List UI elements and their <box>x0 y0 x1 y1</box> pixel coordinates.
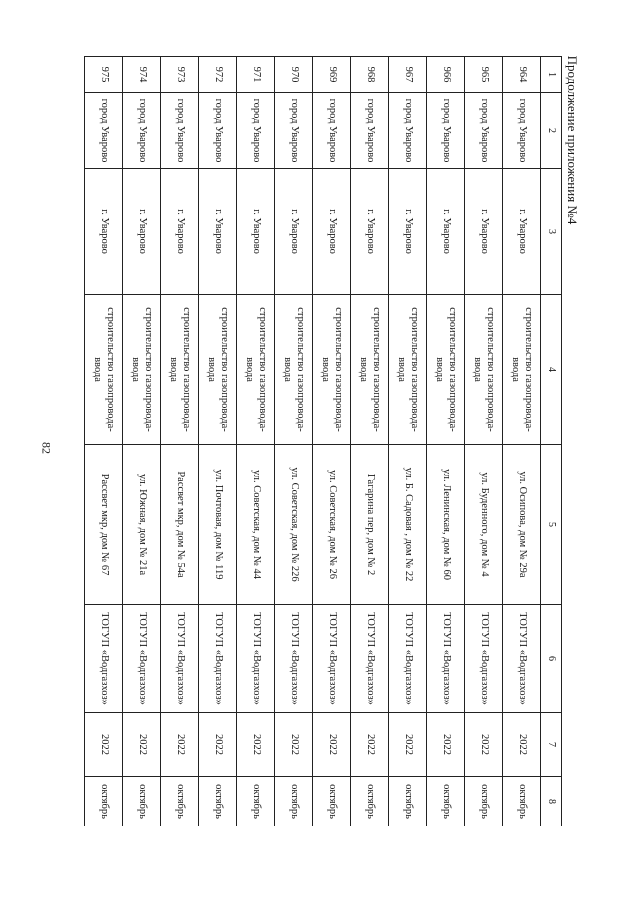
month-cell: октябрь <box>503 777 541 827</box>
municipality-cell: город Уварово <box>351 93 389 169</box>
municipality-cell: город Уварово <box>427 93 465 169</box>
settlement-cell: г. Уварово <box>161 169 199 295</box>
row-number-cell: 975 <box>85 57 123 93</box>
column-header: 4 <box>541 295 562 445</box>
work-type-cell: строительство газопровода-ввода <box>503 295 541 445</box>
contractor-cell: ТОГУП «Водгазхоз» <box>503 605 541 713</box>
table-row <box>275 57 313 827</box>
row-number-cell: 971 <box>237 57 275 93</box>
settlement-cell: г. Уварово <box>237 169 275 295</box>
work-type-cell: строительство газопровода-ввода <box>313 295 351 445</box>
address-cell: ул. Б. Садовая , дом № 22 <box>389 445 427 605</box>
header-row <box>541 57 562 827</box>
row-number-cell: 964 <box>503 57 541 93</box>
row-number-cell: 965 <box>465 57 503 93</box>
municipality-cell: город Уварово <box>123 93 161 169</box>
month-cell: октябрь <box>427 777 465 827</box>
year-cell: 2022 <box>199 713 237 777</box>
year-cell: 2022 <box>313 713 351 777</box>
column-header: 8 <box>541 777 562 827</box>
column-header: 5 <box>541 445 562 605</box>
table-row <box>313 57 351 827</box>
address-cell: ул. Советская, дом № 26 <box>313 445 351 605</box>
row-number-cell: 972 <box>199 57 237 93</box>
row-number-cell: 967 <box>389 57 427 93</box>
municipality-cell: город Уварово <box>313 93 351 169</box>
settlement-cell: г. Уварово <box>85 169 123 295</box>
municipality-cell: город Уварово <box>161 93 199 169</box>
work-type-cell: строительство газопровода-ввода <box>85 295 123 445</box>
municipality-cell: город Уварово <box>465 93 503 169</box>
contractor-cell: ТОГУП «Водгазхоз» <box>85 605 123 713</box>
settlement-cell: г. Уварово <box>503 169 541 295</box>
table-body <box>85 57 541 827</box>
table-row <box>199 57 237 827</box>
municipality-cell: город Уварово <box>199 93 237 169</box>
table-row <box>465 57 503 827</box>
contractor-cell: ТОГУП «Водгазхоз» <box>199 605 237 713</box>
contractor-cell: ТОГУП «Водгазхоз» <box>427 605 465 713</box>
year-cell: 2022 <box>275 713 313 777</box>
settlement-cell: г. Уварово <box>123 169 161 295</box>
work-type-cell: строительство газопровода-ввода <box>389 295 427 445</box>
month-cell: октябрь <box>123 777 161 827</box>
work-type-cell: строительство газопровода-ввода <box>237 295 275 445</box>
column-header: 6 <box>541 605 562 713</box>
address-cell: Гагарина пер, дом № 2 <box>351 445 389 605</box>
month-cell: октябрь <box>237 777 275 827</box>
work-type-cell: строительство газопровода-ввода <box>275 295 313 445</box>
address-cell: ул. Южная, дом № 21а <box>123 445 161 605</box>
table-row <box>123 57 161 827</box>
table-row <box>161 57 199 827</box>
column-header: 1 <box>541 57 562 93</box>
table-container <box>84 56 562 826</box>
year-cell: 2022 <box>351 713 389 777</box>
contractor-cell: ТОГУП «Водгазхоз» <box>275 605 313 713</box>
table-row <box>85 57 123 827</box>
settlement-cell: г. Уварово <box>275 169 313 295</box>
municipality-cell: город Уварово <box>85 93 123 169</box>
municipality-cell: город Уварово <box>503 93 541 169</box>
column-header: 2 <box>541 93 562 169</box>
municipality-cell: город Уварово <box>389 93 427 169</box>
municipality-cell: город Уварово <box>275 93 313 169</box>
month-cell: октябрь <box>389 777 427 827</box>
column-header: 3 <box>541 169 562 295</box>
work-type-cell: строительство газопровода-ввода <box>465 295 503 445</box>
month-cell: октябрь <box>465 777 503 827</box>
month-cell: октябрь <box>275 777 313 827</box>
row-number-cell: 966 <box>427 57 465 93</box>
row-number-cell: 970 <box>275 57 313 93</box>
address-cell: ул. Буденного, дом № 4 <box>465 445 503 605</box>
row-number-cell: 973 <box>161 57 199 93</box>
row-number-cell: 968 <box>351 57 389 93</box>
table-row <box>237 57 275 827</box>
settlement-cell: г. Уварово <box>351 169 389 295</box>
month-cell: октябрь <box>199 777 237 827</box>
table-row <box>427 57 465 827</box>
month-cell: октябрь <box>85 777 123 827</box>
row-number-cell: 969 <box>313 57 351 93</box>
contractor-cell: ТОГУП «Водгазхоз» <box>123 605 161 713</box>
address-cell: ул. Почтовая, дом № 119 <box>199 445 237 605</box>
year-cell: 2022 <box>237 713 275 777</box>
work-type-cell: строительство газопровода-ввода <box>351 295 389 445</box>
settlement-cell: г. Уварово <box>465 169 503 295</box>
address-cell: Рассвет мкр, дом № 54а <box>161 445 199 605</box>
address-cell: Рассвет мкр, дом № 67 <box>85 445 123 605</box>
address-cell: ул. Советская, дом № 226 <box>275 445 313 605</box>
row-number-cell: 974 <box>123 57 161 93</box>
contractor-cell: ТОГУП «Водгазхоз» <box>465 605 503 713</box>
table-header <box>541 57 562 827</box>
work-type-cell: строительство газопровода-ввода <box>427 295 465 445</box>
settlement-cell: г. Уварово <box>427 169 465 295</box>
year-cell: 2022 <box>123 713 161 777</box>
table-row <box>351 57 389 827</box>
settlement-cell: г. Уварово <box>199 169 237 295</box>
municipality-cell: город Уварово <box>237 93 275 169</box>
table-row <box>503 57 541 827</box>
work-type-cell: строительство газопровода-ввода <box>161 295 199 445</box>
year-cell: 2022 <box>389 713 427 777</box>
year-cell: 2022 <box>85 713 123 777</box>
year-cell: 2022 <box>465 713 503 777</box>
year-cell: 2022 <box>161 713 199 777</box>
settlement-cell: г. Уварово <box>313 169 351 295</box>
year-cell: 2022 <box>503 713 541 777</box>
address-cell: ул. Советская, дом № 44 <box>237 445 275 605</box>
appendix-table <box>84 56 562 826</box>
settlement-cell: г. Уварово <box>389 169 427 295</box>
year-cell: 2022 <box>427 713 465 777</box>
work-type-cell: строительство газопровода-ввода <box>199 295 237 445</box>
contractor-cell: ТОГУП «Водгазхоз» <box>161 605 199 713</box>
month-cell: октябрь <box>313 777 351 827</box>
table-row <box>389 57 427 827</box>
address-cell: ул. Ленинская, дом № 60 <box>427 445 465 605</box>
contractor-cell: ТОГУП «Водгазхоз» <box>313 605 351 713</box>
page-number: 82 <box>39 442 54 454</box>
column-header: 7 <box>541 713 562 777</box>
contractor-cell: ТОГУП «Водгазхоз» <box>389 605 427 713</box>
appendix-continuation-header: Продолжение приложения №4 <box>565 55 580 225</box>
contractor-cell: ТОГУП «Водгазхоз» <box>237 605 275 713</box>
month-cell: октябрь <box>351 777 389 827</box>
work-type-cell: строительство газопровода-ввода <box>123 295 161 445</box>
address-cell: ул. Осипова, дом № 29а <box>503 445 541 605</box>
month-cell: октябрь <box>161 777 199 827</box>
contractor-cell: ТОГУП «Водгазхоз» <box>351 605 389 713</box>
